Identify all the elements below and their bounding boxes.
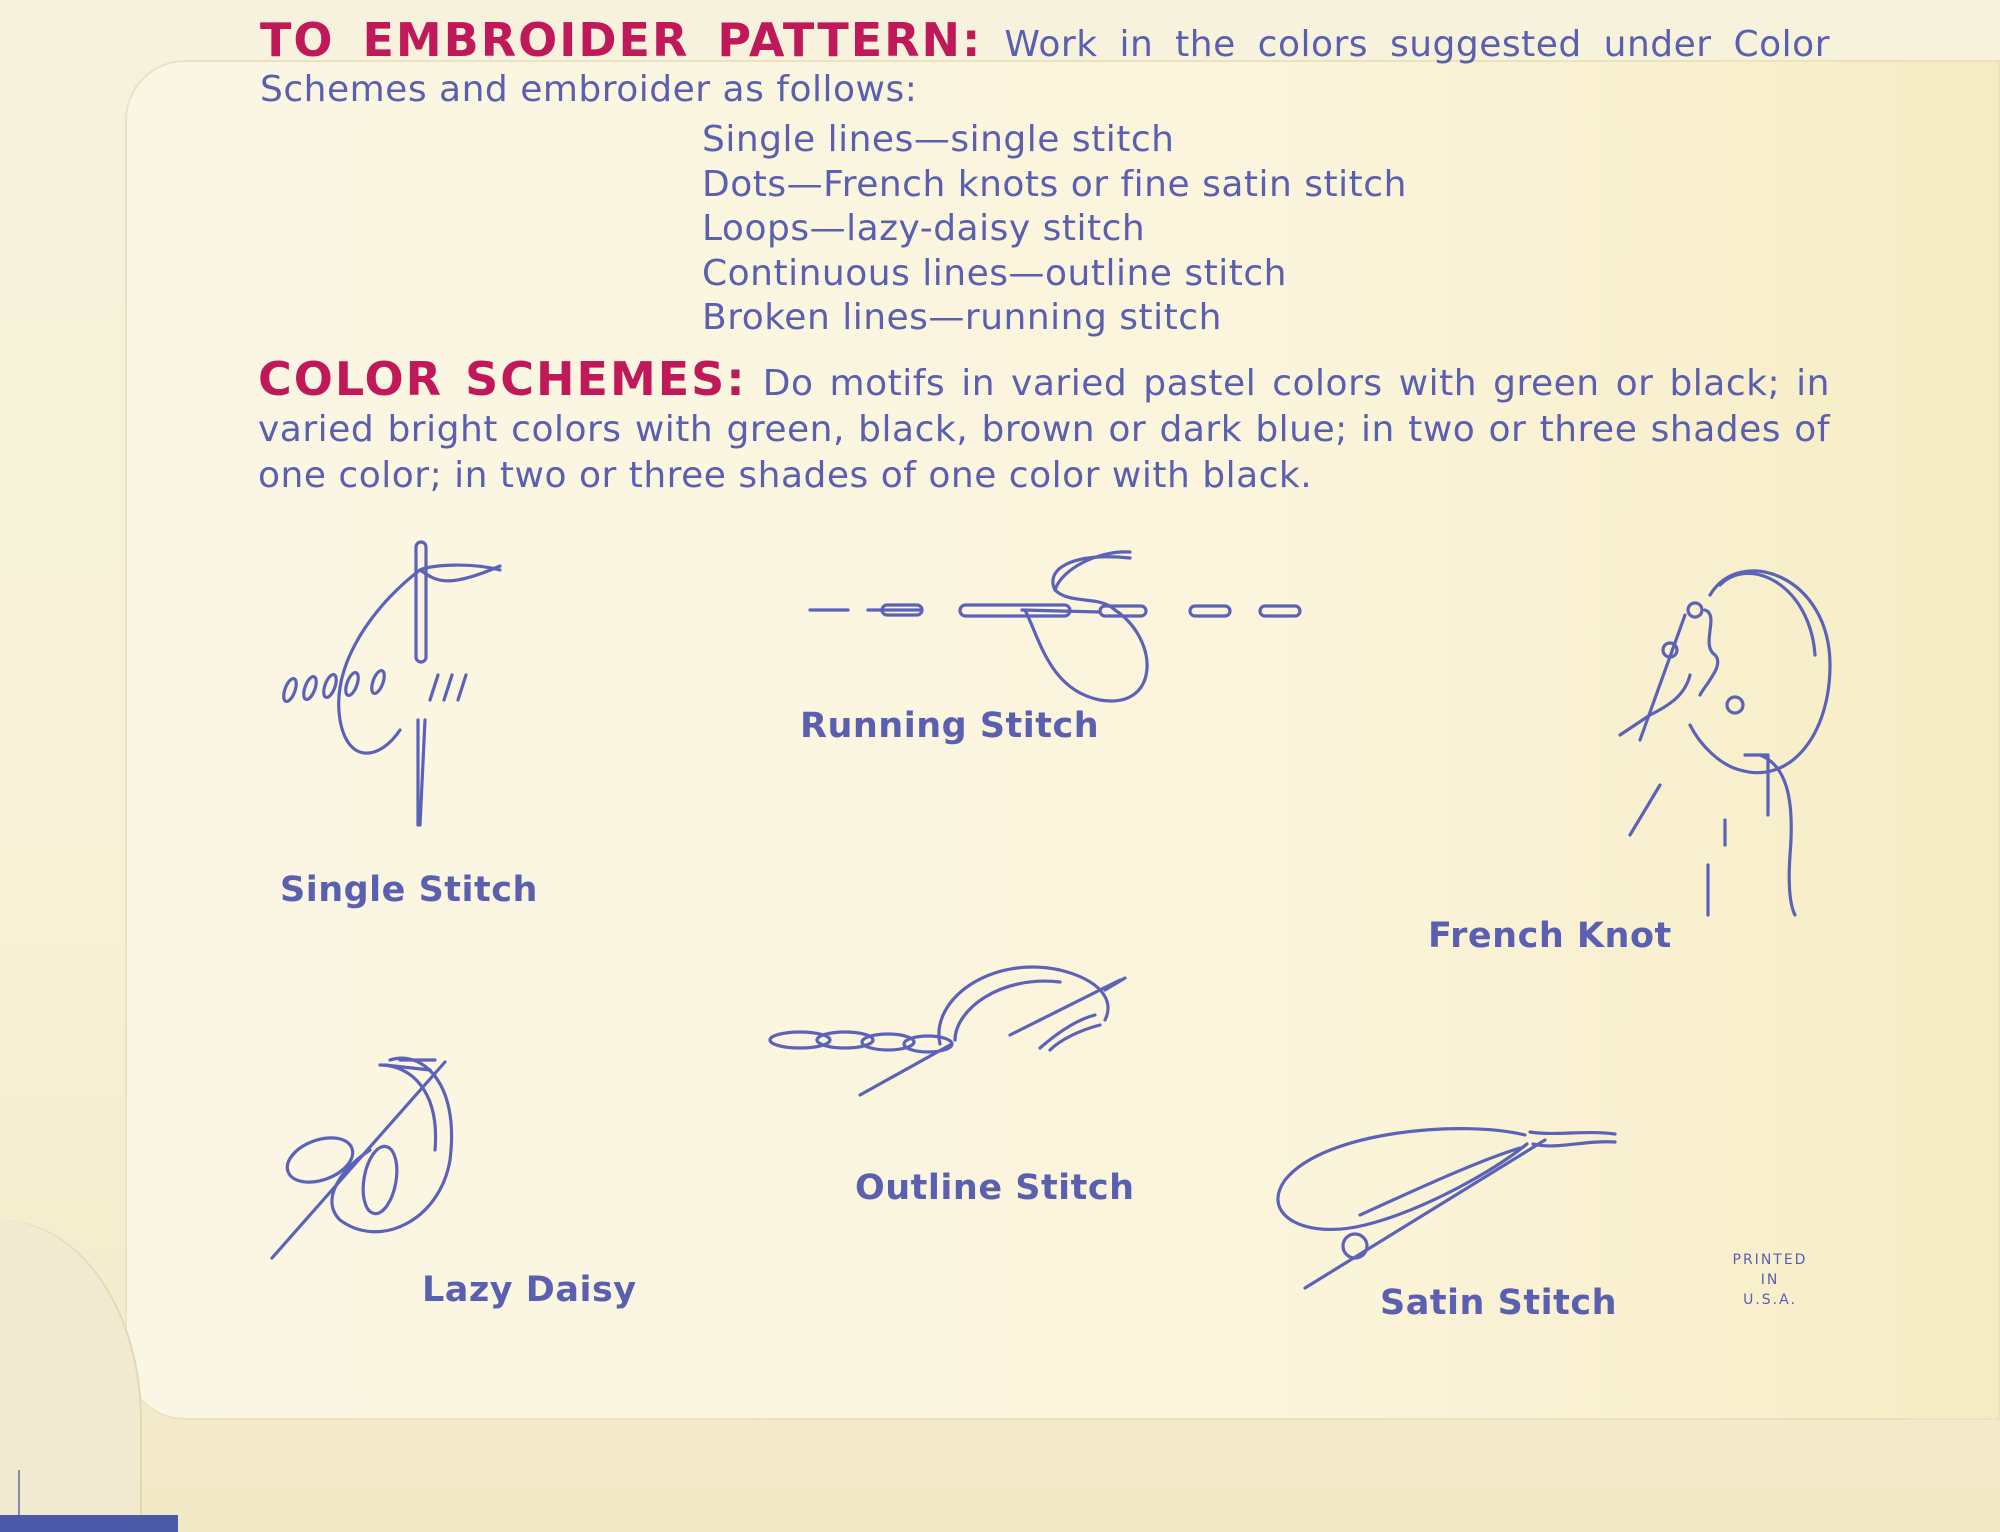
embroider-intro: Work in the colors suggested under Color Schemes and embroider as follows: xyxy=(260,24,1831,110)
french-knot-icon xyxy=(1590,555,1840,925)
rule-dots: Dots—French knots or fine satin stitch xyxy=(702,163,1407,205)
embroider-heading: TO EMBROIDER PATTERN: xyxy=(260,13,983,67)
french-knot-label: French Knot xyxy=(1428,916,1672,956)
running-stitch-label: Running Stitch xyxy=(800,706,1100,746)
single-stitch-icon xyxy=(270,540,510,840)
rule-continuous-lines: Continuous lines—outline stitch xyxy=(702,252,1287,294)
printed-mark-line1: PRINTED xyxy=(1732,1252,1808,1268)
color-schemes xyxy=(258,352,1830,499)
rule-single-lines: Single lines—single stitch xyxy=(702,119,1175,160)
running-stitch-icon xyxy=(800,550,1330,720)
edge-mark xyxy=(18,1470,20,1520)
satin-stitch-label: Satin Stitch xyxy=(1380,1283,1617,1323)
stitch-rules-list xyxy=(702,118,1407,341)
satin-stitch-icon xyxy=(1265,1120,1625,1300)
printed-in-usa-mark xyxy=(1715,1250,1825,1320)
outline-stitch-label: Outline Stitch xyxy=(855,1168,1135,1208)
single-stitch-label: Single Stitch xyxy=(280,870,538,910)
color-schemes-heading: COLOR SCHEMES: xyxy=(258,352,747,406)
rule-broken-lines: Broken lines—running stitch xyxy=(702,297,1222,338)
lazy-daisy-label: Lazy Daisy xyxy=(422,1270,637,1310)
printed-mark-line2: IN xyxy=(1760,1272,1780,1288)
printed-mark-line3: U.S.A. xyxy=(1743,1292,1797,1308)
rule-loops: Loops—lazy-daisy stitch xyxy=(702,208,1146,249)
lazy-daisy-icon xyxy=(260,1050,480,1270)
embroider-instructions xyxy=(260,13,1831,112)
color-schemes-body: Do motifs in varied pastel colors with green or black; in varied bright colors with green, black, brown or dark blue; in two or three shades of one color; in two or three shades of one color with black. xyxy=(258,363,1830,496)
edge-tab xyxy=(0,1515,178,1532)
outline-stitch-icon xyxy=(760,960,1140,1110)
